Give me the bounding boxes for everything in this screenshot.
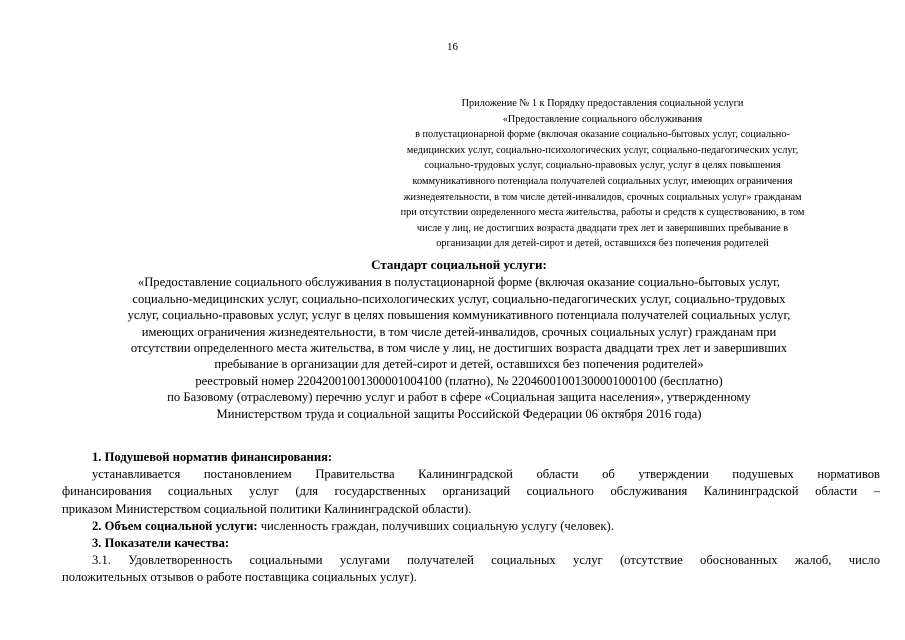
section-1-text: устанавливается постановлением Правительства Калининградской области об утверждении подушевых нормативов — [92, 467, 880, 482]
section-1-text: финансирования социальных услуг (для государственных организаций социального обслуживания Калининградской области – — [62, 484, 880, 499]
standard-line: Министерством труда и социальной защиты Российской Федерации 06 октября 2016 года) — [216, 406, 702, 421]
standard-line: по Базовому (отраслевому) перечню услуг и работ в сфере «Социальная защита населения», утвержденному — [167, 390, 751, 405]
section-heading: 2. Объем социальной услуги: — [92, 518, 258, 533]
section-3-1-text: положительных отзывов о работе поставщика социальных услуг). — [62, 570, 417, 585]
standard-line: «Предоставление социального обслуживания в полустационарной форме (включая оказание социально-бытовых услуг, — [137, 275, 781, 290]
section-2-text: численность граждан, получивших социальную услугу (человек). — [257, 518, 614, 533]
section-heading: 3. Показатели качества: — [92, 536, 230, 551]
section-2 — [62, 518, 880, 535]
standard-title: Стандарт социальной услуги: — [371, 257, 547, 272]
appendix-line: медицинских услуг, социально-психологических услуг, социально-педагогических услуг, — [406, 144, 799, 156]
section-heading: 1. Подушевой норматив финансирования: — [92, 450, 333, 464]
appendix-line: организации для детей-сирот и детей, оставшихся без попечения родителей — [436, 238, 769, 250]
appendix-line: в полустационарной форме (включая оказание социально-бытовых услуг, социально- — [415, 129, 790, 141]
appendix-line: коммуникативного потенциала получателей социальных услуг, имеющих ограничения — [412, 175, 793, 187]
appendix-line: жизнедеятельности, в том числе детей-инвалидов, срочных социальных услуг» гражданам — [403, 191, 802, 203]
appendix-line: социально-трудовых услуг, социально-правовых услуг, услуг в целях повышения — [424, 160, 781, 172]
section-3-heading — [62, 535, 880, 552]
page-number: 16 — [447, 41, 458, 53]
standard-line: услуг, социально-правовых услуг, услуг в целях повышения коммуникативного потенциала получателей социальных услуг, — [127, 308, 791, 323]
standard-line: отсутствии определенного места жительства, в том числе у лиц, не достигших возраста двадцати трех лет и завершивших — [130, 341, 788, 356]
section-1-heading — [62, 449, 880, 466]
standard-line: имеющих ограничения жизнедеятельности, в том числе детей-инвалидов, срочных социальных услуг) гражданам при — [141, 324, 777, 339]
appendix-reference — [340, 96, 865, 252]
appendix-line: числе у лиц, не достигших возраста двадцати трех лет и завершивших пребывание в — [416, 222, 789, 234]
standard-line: реестровый номер 22042001001300001004100 (платно), № 22046001001300001000100 (бесплатно) — [195, 373, 723, 388]
sections-block — [62, 449, 880, 587]
section-3-1-text: 3.1. Удовлетворенность социальными услугами получателей социальных услуг (отсутствие обоснованных жалоб, число — [92, 553, 880, 568]
section-1-text: приказом Министерством социальной политики Калининградской области). — [62, 501, 472, 516]
appendix-line: при отсутствии определенного места жительства, работы и средств к существованию, в том — [400, 207, 805, 219]
appendix-line: Приложение № 1 к Порядку предоставления социальной услуги — [461, 98, 744, 109]
standard-line: пребывание в организации для детей-сирот и детей, оставшихся без попечения родителей» — [214, 357, 704, 372]
standard-line: социально-медицинских услуг, социально-психологических услуг, социально-педагогических услуг, социально-трудовых — [132, 291, 786, 306]
appendix-line: «Предоставление социального обслуживания — [502, 113, 703, 125]
standard-block — [40, 257, 878, 422]
